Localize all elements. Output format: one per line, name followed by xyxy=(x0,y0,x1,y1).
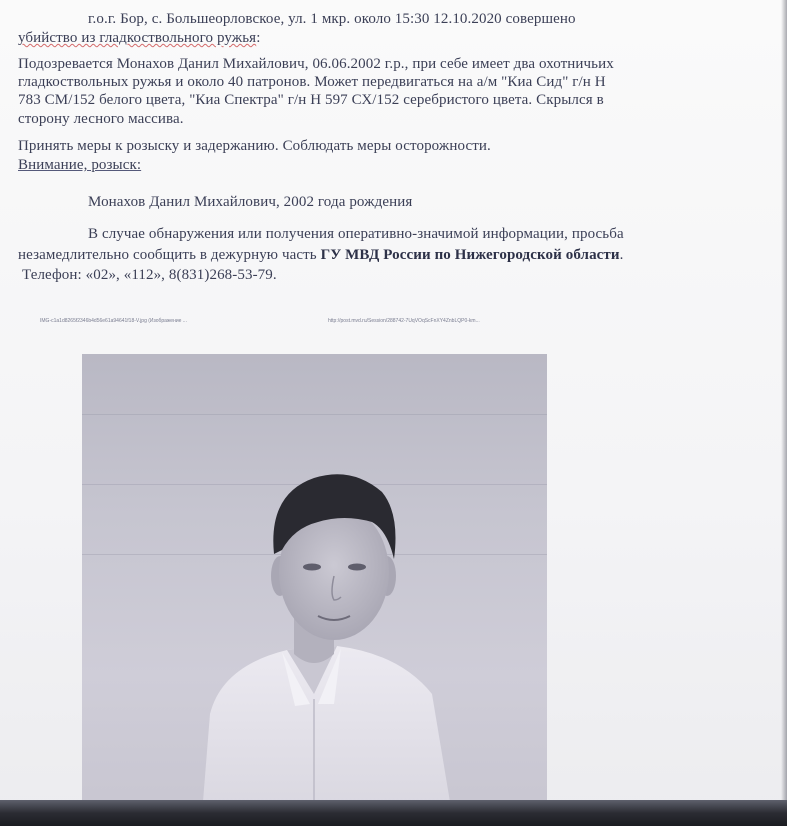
suspect-name-line: Монахов Данил Михайлович, 2002 года рождения xyxy=(88,194,413,210)
image-caption-left: IMG-c1a1d8265f2346b4d56e61a94641f18-V.jpg (Изображение ... xyxy=(40,318,187,324)
attention-label: Внимание, розыск: xyxy=(18,157,142,173)
monitor-edge-right xyxy=(781,0,787,826)
agency-name: ГУ МВД России по Нижегородской области xyxy=(320,247,620,263)
suspect-line-2: гладкоствольных ружья и около 40 патронов. Может передвигаться на а/м "Киа Сид" г/н Н xyxy=(18,74,606,90)
header-line-2: убийство из гладкоствольного ружья: xyxy=(18,30,261,46)
image-caption-right: http://post.mvd.ru/Session/288742-7UqVOqScFnXY4ZnbLQP0-km... xyxy=(328,318,480,324)
request-line-1: В случае обнаружения или получения оперативно-значимой информации, просьба xyxy=(88,226,624,242)
portrait-figure xyxy=(82,354,547,814)
suspect-line-1: Подозревается Монахов Данил Михайлович, 06.06.2002 г.р., при себе имеет два охотничьих xyxy=(18,56,614,72)
suspect-line-3: 783 СМ/152 белого цвета, "Киа Спектра" г/н Н 597 СХ/152 серебристого цвета. Скрылся в xyxy=(18,92,604,108)
request-line-2: незамедлительно сообщить в дежурную часть ГУ МВД России по Нижегородской области. xyxy=(18,247,624,263)
crime-description: убийство из гладкоствольного ружья xyxy=(18,30,257,46)
suspect-line-4: сторону лесного массива. xyxy=(18,111,184,127)
measures-line: Принять меры к розыску и задержанию. Соблюдать меры осторожности. xyxy=(18,138,491,154)
suspect-photo xyxy=(82,354,547,814)
header-line-1: г.о.г. Бор, с. Большеорловское, ул. 1 мкр. около 15:30 12.10.2020 совершено xyxy=(88,11,576,27)
phone-line: Телефон: «02», «112», 8(831)268-53-79. xyxy=(22,267,277,283)
monitor-bezel xyxy=(0,800,787,826)
